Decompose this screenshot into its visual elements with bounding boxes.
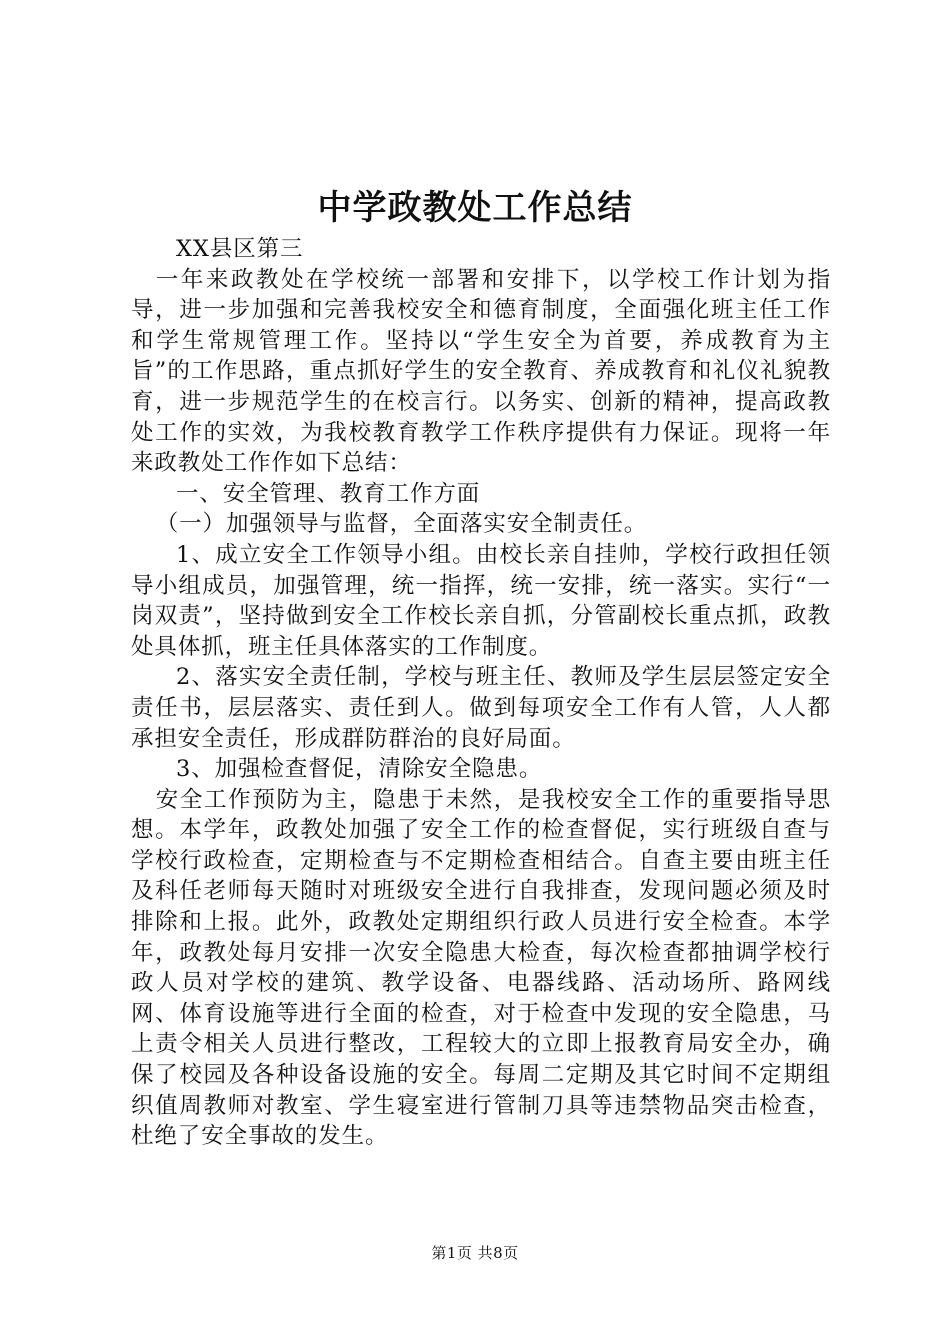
document-body (131, 234, 831, 1152)
paragraph-item-1: 1、成立安全工作领导小组。由校长亲自挂帅，学校行政担任领导小组成员，加强管理，统一指挥，统一安排，统一落实。实行“一岗双责”，坚持做到安全工作校长亲自抓，分管副校长重点抓，政教处具体抓，班主任具体落实的工作制度。 (131, 541, 831, 660)
document-title: 中学政教处工作总结 (317, 188, 633, 228)
page-footer: 第1页 共8页 (431, 1244, 519, 1262)
author-line: XX县区第三 (176, 236, 304, 262)
paragraph-inspection: 安全工作预防为主，隐患于未然，是我校安全工作的重要指导思想。本学年，政教处加强了安全工作的检查督促，实行班级自查与学校行政检查，定期检查与不定期检查相结合。自查主要由班主任及科任老师每天随时对班级安全进行自我排查，发现问题必须及时排除和上报。此外，政教处定期组织行政人员进行安全检查。本学年，政教处每月安排一次安全隐患大检查，每次检查都抽调学校行政人员对学校的建筑、教学设备、电器线路、活动场所、路网线网、体育设施等进行全面的检查，对于检查中发现的安全隐患，马上责令相关人员进行整改，工程较大的立即上报教育局安全办，确保了校园及各种设备设施的安全。每周二定期及其它时间不定期组织值周教师对教室、学生寝室进行管制刀具等违禁物品突击检查，杜绝了安全事故的发生。 (131, 786, 831, 1150)
subsection-heading-leadership: （一）加强领导与监督，全面落实安全制责任。 (155, 511, 648, 538)
paragraph-intro: 一年来政教处在学校统一部署和安排下，以学校工作计划为指导，进一步加强和完善我校安全和德育制度，全面强化班主任工作和学生常规管理工作。坚持以“学生安全为首要，养成教育为主旨”的工作思路，重点抓好学生的安全教育、养成教育和礼仪礼貌教育，进一步规范学生的在校言行。以务实、创新的精神，提高政教处工作的实效，为我校教育教学工作秩序提供有力保证。现将一年来政教处工作作如下总结： (131, 266, 831, 477)
paragraph-item-2: 2、落实安全责任制，学校与班主任、教师及学生层层签定安全责任书，层层落实、责任到人。做到每项安全工作有人管，人人都承担安全责任，形成群防群治的良好局面。 (131, 664, 831, 752)
section-heading-safety: 一、安全管理、教育工作方面 (176, 480, 481, 507)
paragraph-item-3: 3、加强检查督促，清除安全隐患。 (176, 756, 543, 783)
